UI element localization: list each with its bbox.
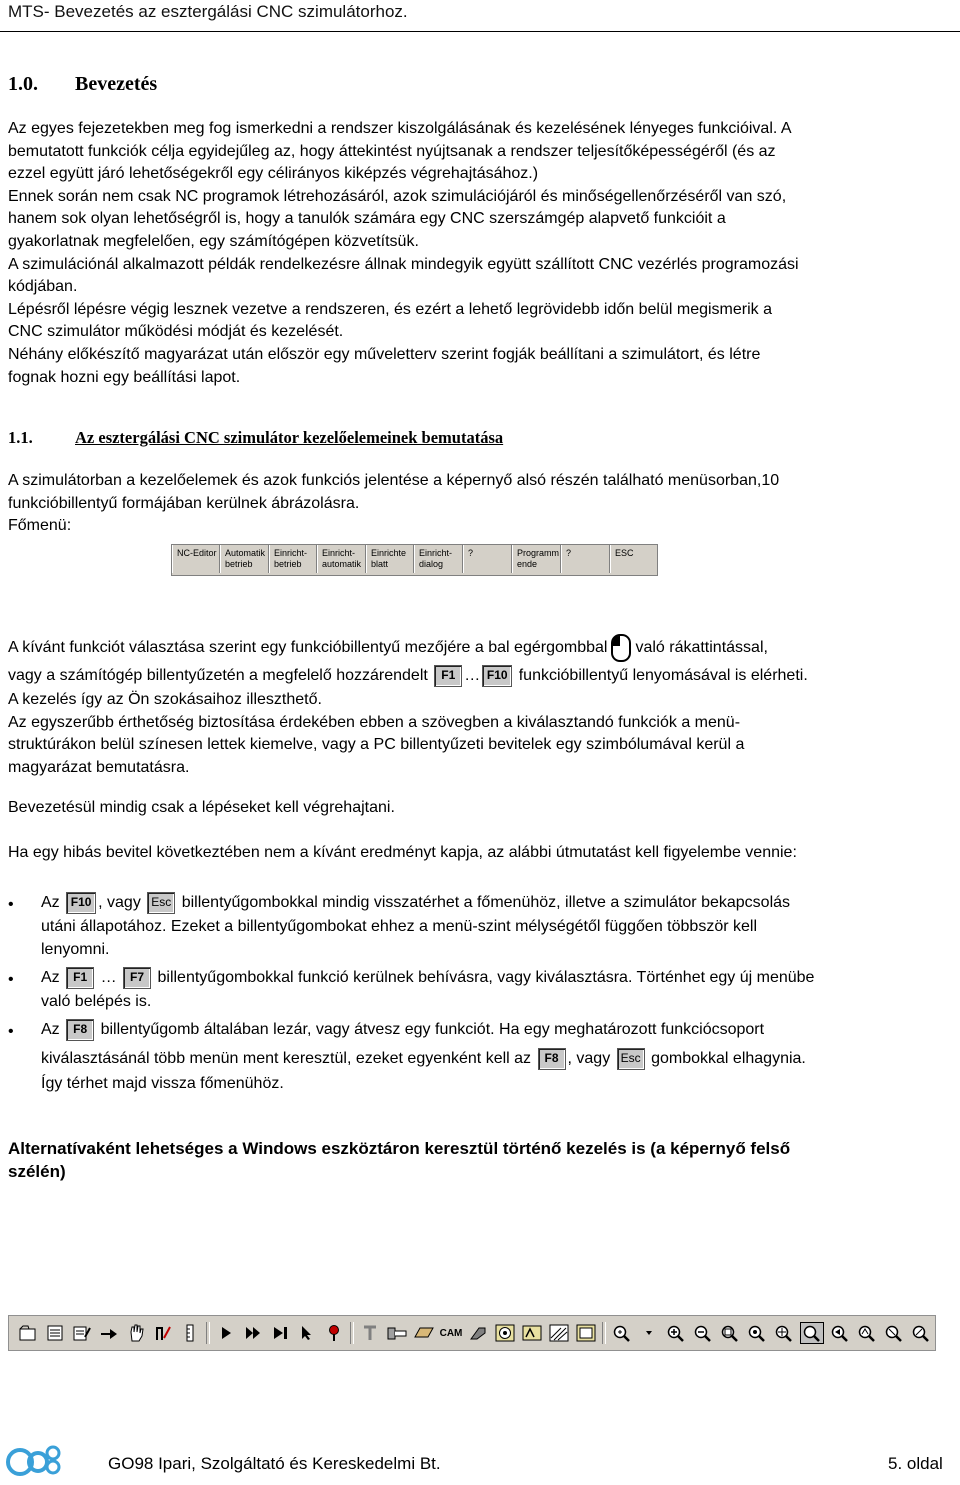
zoom-icon[interactable]: [611, 1323, 633, 1343]
bullet-dot: •: [8, 971, 14, 988]
zoom-previous-icon[interactable]: [829, 1323, 851, 1343]
toolbar-separator: [602, 1322, 606, 1344]
f8-key-icon: F8: [66, 1019, 94, 1041]
toolbar-separator: [206, 1322, 210, 1344]
menu-key-einrichte-blatt[interactable]: Einrichte blatt: [366, 545, 414, 573]
text-line: A kívánt funkciót választása szerint egy funkcióbillentyű mezőjére a bal egérgombbal való rákattintással,: [8, 633, 954, 663]
measure-icon[interactable]: [179, 1323, 201, 1343]
edit-list-icon[interactable]: [71, 1323, 93, 1343]
section-heading-2: [8, 428, 503, 448]
bullet-item-1: • Az F10 , vagy Esc billentyűgombokkal mindig visszatérhet a főmenühöz, illetve a szimulátor bekapcsolás utáni állapotához. Ezeket a billentyűgombokat ehhez a menü-szint mélységétől függően többször kell lenyomni.: [8, 890, 954, 962]
section-title: Az esztergálási CNC szimulátor kezelőelemeinek bemutatása: [75, 428, 504, 447]
text-line: Néhány előkészítő magyarázat után először egy műveletterv szerint fogják beállítani a szimulátort, és létre: [8, 345, 761, 363]
menu-key-einricht-automatik[interactable]: Einricht- automatik: [317, 545, 366, 573]
machine-door-icon[interactable]: [575, 1323, 597, 1343]
f8-key-icon: F8: [538, 1048, 566, 1070]
document-header-title: MTS- Bevezetés az esztergálási CNC szimulátorhoz.: [8, 2, 408, 21]
windows-toolbar: [8, 1315, 936, 1351]
text-line: A kezelés így az Ön szokásaihoz illeszthető.: [8, 691, 322, 708]
cam-label: CAM: [439, 1327, 463, 1339]
cursor-icon[interactable]: [296, 1323, 318, 1343]
esc-key-icon: Esc: [147, 892, 175, 914]
text-line: vagy a számítógép billentyűzetén a megfelelő hozzárendelt F1 … F10 funkcióbillentyű lenyomásával is elérheti.: [8, 663, 954, 689]
list-icon[interactable]: [44, 1323, 66, 1343]
menu-key-esc[interactable]: ESC: [610, 545, 657, 573]
text-line: ezzel együtt járó lehetőségekről egy célirányos kiképzés végrehajtásához.): [8, 165, 539, 183]
footer-page-number: 5. oldal: [888, 1454, 943, 1473]
fast-forward-icon[interactable]: [242, 1323, 264, 1343]
f10-key-icon: F10: [482, 665, 512, 687]
text-line: funkcióbillentyű formájában kerülnek ábrázolásra.: [8, 494, 360, 512]
menu-key-nc-editor[interactable]: NC-Editor: [172, 545, 220, 573]
text-line: bemutatott funkciók célja egyidejűleg az, hogy áttekintést nyújtsanak a rendszer teljesítőképességéről (és az: [8, 142, 776, 160]
pin-icon[interactable]: [323, 1323, 345, 1343]
zoom-pan-icon[interactable]: [773, 1323, 795, 1343]
text-line: A szimulációnál alkalmazott példák rendelkezésre állnak mindegyik együtt szállított CNC vezérlés programozási: [8, 255, 799, 273]
esc-key-icon: Esc: [617, 1048, 645, 1070]
tool-change-icon[interactable]: [152, 1323, 174, 1343]
zoom-in-icon[interactable]: [665, 1323, 687, 1343]
menu-key-automatik-betrieb[interactable]: Automatik betrieb: [220, 545, 269, 573]
f1-key-icon: F1: [434, 665, 462, 687]
step-end-icon[interactable]: [269, 1323, 291, 1343]
bullet-dot: •: [8, 1023, 14, 1040]
text-line: fognak hozni egy beállítási lapot.: [8, 368, 241, 386]
play-icon[interactable]: [215, 1323, 237, 1343]
text-line: Az egyszerűbb érthetőség biztosítása érdekében ebben a szövegben a kiválasztandó funkciók a menü-: [8, 713, 741, 731]
header-divider: [0, 31, 960, 32]
tool-list-icon[interactable]: [521, 1323, 543, 1343]
text-line: magyarázat bemutatásra.: [8, 758, 190, 776]
bullet-item-3: • Az F8 billentyűgomb általában lezár, vagy átvesz egy funkciót. Ha egy meghatározott funkciócsoport kiválasztásánál több menün ment keresztül, ezeket egyenként kell az F8 , vagy Esc gombokkal elhagynia. Így térhet majd vissza főmenühöz.: [8, 1017, 954, 1095]
cam-icon[interactable]: [440, 1323, 462, 1343]
text-line: Ennek során nem csak NC programok létrehozásáról, azok szimulációjáról és minőségellenőrzéséről van szó,: [8, 187, 787, 205]
zoom-fit-icon[interactable]: [719, 1323, 741, 1343]
company-logo: [6, 1440, 62, 1480]
f10-key-icon: F10: [66, 892, 96, 914]
zoom-out-icon[interactable]: [692, 1323, 714, 1343]
section-heading-1: [8, 73, 157, 96]
zoom-reset-icon[interactable]: [910, 1323, 932, 1343]
open-file-icon[interactable]: [17, 1323, 39, 1343]
text-line: gyakorlatnak megfelelően, egy számítógépen közvetítsük.: [8, 232, 419, 250]
arrow-hand-icon[interactable]: [98, 1323, 120, 1343]
menu-key-einricht-dialog[interactable]: Einricht- dialog: [414, 545, 463, 573]
error-note: Ha egy hibás bevitel következtében nem a kívánt eredményt kapja, az alábbi útmutatást kell figyelembe vennie:: [8, 844, 797, 861]
intro-steps-note: Bevezetésül mindig csak a lépéseket kell végrehajtani.: [8, 799, 395, 816]
footer-company-name: GO98 Ipari, Szolgáltató és Kereskedelmi Bt.: [108, 1454, 441, 1473]
text-line: A szimulátorban a kezelőelemek és azok funkciós jelentése a képernyő alsó részén található menüsorban,10: [8, 472, 780, 489]
text-line: Az egyes fejezetekben meg fog ismerkedni a rendszer kiszolgálásának és kezelésének lényeges funkcióival. A: [8, 120, 792, 137]
menu-key-question[interactable]: ?: [561, 545, 610, 573]
hand-icon[interactable]: [125, 1323, 147, 1343]
bullet-item-2: • Az F1 … F7 billentyűgombokkal funkció kerülnek behívásra, vagy kiválasztásra. Történhet egy új menübe való belépés is.: [8, 965, 954, 1013]
f1-key-icon: F1: [66, 967, 94, 989]
mouse-icon: [611, 634, 631, 662]
zoom-active-icon[interactable]: [800, 1322, 824, 1344]
text-line: Lépésről lépésre végig lesznek vezetve a rendszeren, és ezért a lehető legrövidebb időn belül megismerik a: [8, 300, 772, 318]
main-menu-bar: [171, 544, 658, 576]
selection-paragraph: [8, 633, 954, 779]
controls-paragraph: [8, 470, 954, 538]
turning-t-icon[interactable]: [359, 1323, 381, 1343]
section-number: 1.0.: [8, 73, 38, 95]
alternative-note: Alternatívaként lehetséges a Windows eszköztáron keresztül történő kezelés is (a képernyő felső szélén): [8, 1139, 791, 1181]
section-title: Bevezetés: [75, 73, 158, 95]
chuck-icon[interactable]: [386, 1323, 408, 1343]
text-line: kódjában.: [8, 278, 78, 296]
text-line: CNC szimulátor működési módját és kezelését.: [8, 323, 344, 341]
toolbar-separator: [350, 1322, 354, 1344]
fomenu-label: Főmenü:: [8, 517, 72, 535]
menu-key-einricht-betrieb[interactable]: Einricht- betrieb: [269, 545, 317, 573]
turret-icon[interactable]: [494, 1323, 516, 1343]
hatch-icon[interactable]: [548, 1323, 570, 1343]
intro-paragraph: [8, 118, 954, 389]
text-line: hanem sok olyan lehetőségről is, hogy a tanulók számára egy CNC szerszámgép alapvető funkcióit a: [8, 210, 726, 228]
zoom-section-icon[interactable]: [883, 1323, 905, 1343]
menu-key-help[interactable]: ?: [463, 545, 512, 573]
zoom-window-icon[interactable]: [746, 1323, 768, 1343]
tool-holder-icon[interactable]: [467, 1323, 489, 1343]
stock-icon[interactable]: [413, 1323, 435, 1343]
f7-key-icon: F7: [123, 967, 151, 989]
chevron-down-icon[interactable]: [638, 1323, 660, 1343]
zoom-detail-icon[interactable]: [856, 1323, 878, 1343]
text-line: struktúrákon belül színesen lettek kiemelve, vagy a PC billentyűzeti bevitelek egy szimbólumával kerül a: [8, 736, 745, 754]
bullet-dot: •: [8, 896, 14, 913]
section-number: 1.1.: [8, 428, 33, 447]
menu-key-programm-ende[interactable]: Programm ende: [512, 545, 561, 573]
